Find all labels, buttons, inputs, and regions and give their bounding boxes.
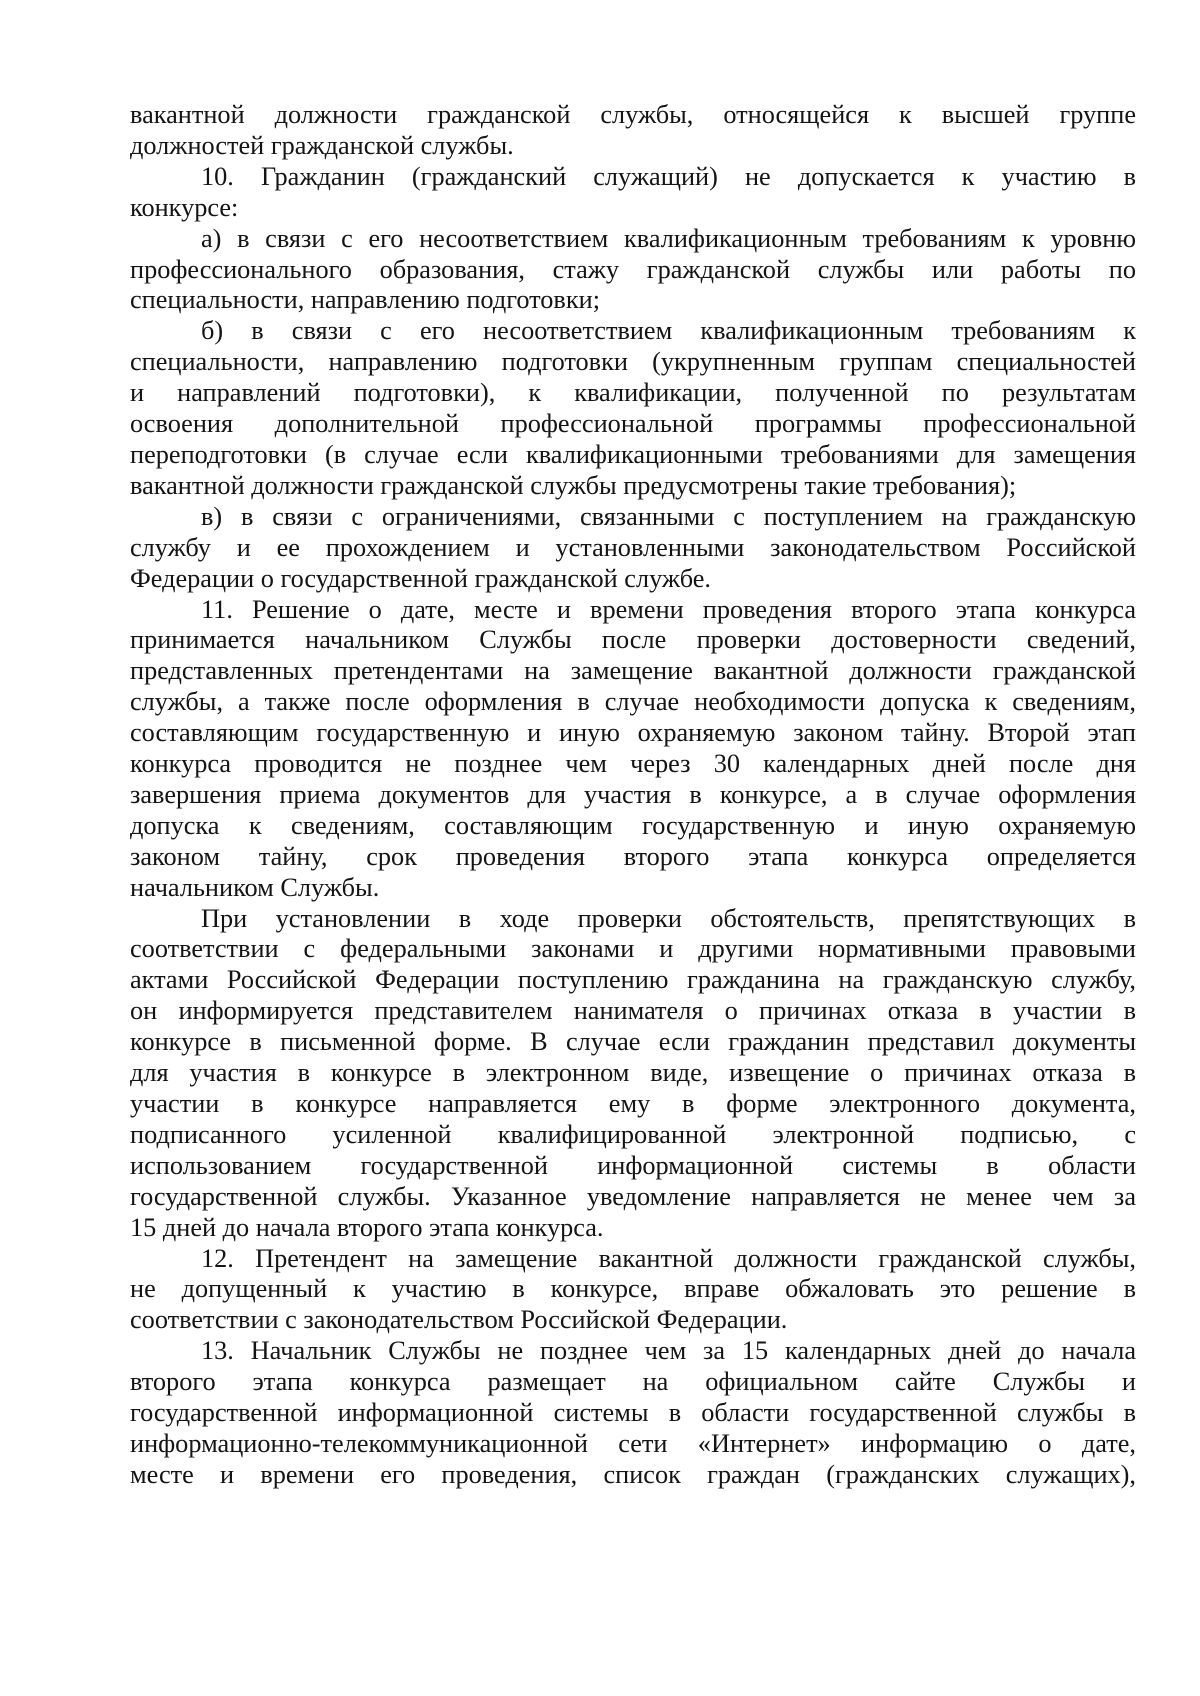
text-line: должностей гражданской службы. bbox=[130, 130, 514, 160]
text-line: Федерации о государственной гражданской службе. bbox=[130, 563, 711, 593]
text-line: составляющим государственную и иную охраняемую законом тайну. Второй этап bbox=[130, 718, 1136, 748]
text-line: конкурсе в письменной форме. В случае если гражданин представил документы bbox=[130, 1027, 1136, 1057]
text-line: завершения приема документов для участия в конкурсе, а в случае оформления bbox=[130, 779, 1136, 809]
text-line: соответствии с законодательством Российской Федерации. bbox=[130, 1305, 788, 1335]
text-line: вакантной должности гражданской службы, относящейся к высшей группе bbox=[130, 100, 1136, 129]
text-line: законом тайну, срок проведения второго этапа конкурса определяется bbox=[130, 841, 1136, 871]
text-line: государственной информационной системы в области государственной службы в bbox=[130, 1398, 1136, 1428]
text-line: информационно-телекоммуникационной сети «Интернет» информацию о дате, bbox=[130, 1428, 1136, 1458]
text-line: вакантной должности гражданской службы предусмотрены такие требования); bbox=[130, 470, 1017, 500]
text-line: б) в связи с его несоответствием квалификационным требованиям к bbox=[201, 316, 1136, 346]
paragraph-p-10b bbox=[130, 316, 1136, 501]
text-line: месте и времени его проведения, список граждан (гражданских служащих), bbox=[130, 1459, 1136, 1489]
text-line: переподготовки (в случае если квалификационными требованиями для замещения bbox=[130, 439, 1136, 469]
text-line: 15 дней до начала второго этапа конкурса. bbox=[130, 1212, 604, 1242]
text-line: и направлений подготовки), к квалификации, полученной по результатам bbox=[130, 378, 1136, 408]
text-line: соответствии с федеральными законами и другими нормативными правовыми bbox=[130, 934, 1136, 964]
paragraph-p-10v bbox=[130, 502, 1136, 595]
paragraph-p-11 bbox=[130, 595, 1136, 904]
text-line: 13. Начальник Службы не позднее чем за 15 календарных дней до начала bbox=[201, 1336, 1136, 1366]
text-line: государственной службы. Указанное уведомление направляется не менее чем за bbox=[130, 1181, 1136, 1211]
text-line: специальности, направлению подготовки (укрупненным группам специальностей bbox=[130, 347, 1136, 377]
text-line: допуска к сведениям, составляющим государственную и иную охраняемую bbox=[130, 810, 1136, 840]
text-line: конкурса проводится не позднее чем через 30 календарных дней после дня bbox=[130, 749, 1136, 779]
text-line: При установлении в ходе проверки обстоятельств, препятствующих в bbox=[201, 903, 1136, 933]
text-line: освоения дополнительной профессиональной программы профессиональной bbox=[130, 409, 1136, 439]
paragraph-p-10a bbox=[130, 224, 1136, 317]
text-line: представленных претендентами на замещение вакантной должности гражданской bbox=[130, 656, 1136, 686]
text-line: а) в связи с его несоответствием квалификационным требованиям к уровню bbox=[201, 223, 1136, 253]
text-line: для участия в конкурсе в электронном виде, извещение о причинах отказа в bbox=[130, 1058, 1136, 1088]
paragraph-p-continuation bbox=[130, 100, 1136, 162]
paragraph-p-13 bbox=[130, 1336, 1136, 1491]
text-line: 12. Претендент на замещение вакантной должности гражданской службы, bbox=[201, 1243, 1136, 1273]
text-line: службы, а также после оформления в случае необходимости допуска к сведениям, bbox=[130, 687, 1136, 717]
text-line: актами Российской Федерации поступлению гражданина на гражданскую службу, bbox=[130, 965, 1136, 995]
paragraph-p-11-2 bbox=[130, 904, 1136, 1244]
text-line: конкурсе: bbox=[130, 192, 239, 222]
text-line: специальности, направлению подготовки; bbox=[130, 285, 601, 315]
text-line: службу и ее прохождением и установленными законодательством Российской bbox=[130, 532, 1136, 562]
paragraph-p-10 bbox=[130, 162, 1136, 224]
text-line: участии в конкурсе направляется ему в форме электронного документа, bbox=[130, 1089, 1136, 1118]
text-line: он информируется представителем нанимателя о причинах отказа в участии в bbox=[130, 996, 1136, 1026]
text-line: второго этапа конкурса размещает на официальном сайте Службы и bbox=[130, 1367, 1136, 1397]
paragraph-p-12 bbox=[130, 1244, 1136, 1337]
text-line: профессионального образования, стажу гражданской службы или работы по bbox=[130, 254, 1136, 284]
document-page bbox=[130, 100, 1136, 1491]
text-line: 11. Решение о дате, месте и времени проведения второго этапа конкурса bbox=[201, 594, 1136, 624]
text-line: в) в связи с ограничениями, связанными с поступлением на гражданскую bbox=[201, 501, 1136, 531]
document-body bbox=[130, 100, 1136, 1491]
text-line: использованием государственной информационной системы в области bbox=[130, 1150, 1136, 1180]
text-line: принимается начальником Службы после проверки достоверности сведений, bbox=[130, 625, 1136, 655]
text-line: не допущенный к участию в конкурсе, вправе обжаловать это решение в bbox=[130, 1274, 1136, 1304]
text-line: начальником Службы. bbox=[130, 872, 380, 902]
text-line: подписанного усиленной квалифицированной электронной подписью, с bbox=[130, 1119, 1136, 1149]
text-line: 10. Гражданин (гражданский служащий) не допускается к участию в bbox=[201, 161, 1136, 191]
